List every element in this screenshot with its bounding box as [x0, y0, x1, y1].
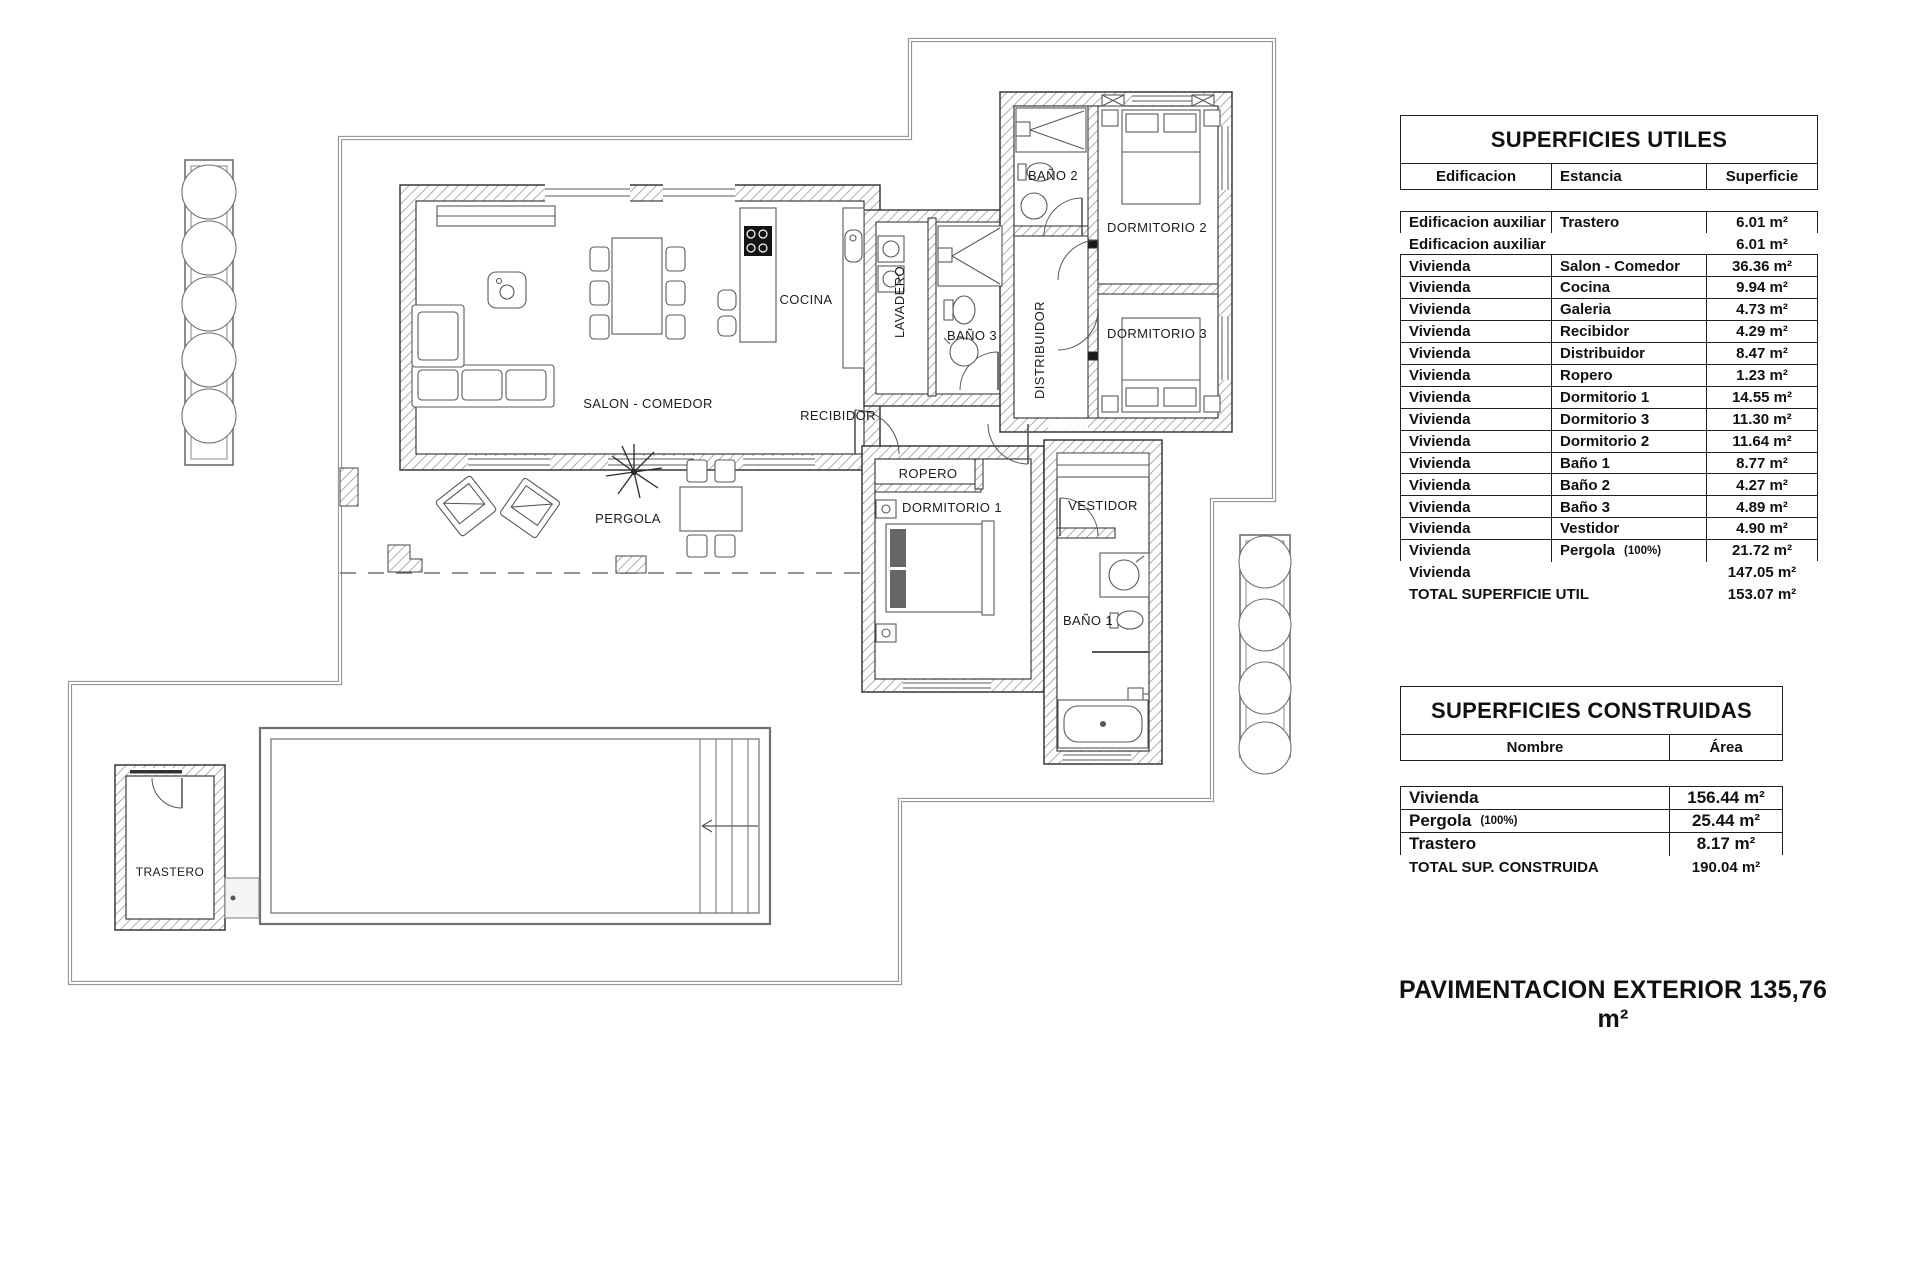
- superficies-utiles-row: [1400, 320, 1818, 343]
- dining-table: [590, 238, 685, 339]
- superficies-utiles-row: [1400, 233, 1818, 256]
- edificacion-cell: Vivienda: [1409, 542, 1471, 560]
- estancia-cell: Trastero: [1551, 212, 1706, 233]
- superficie-cell: 11.30 m²: [1706, 409, 1817, 430]
- superficies-utiles-row: [1400, 276, 1818, 299]
- superficies-utiles-row: [1400, 495, 1818, 518]
- edificacion-cell: Vivienda: [1409, 564, 1471, 582]
- edificacion-cell: Vivienda: [1409, 345, 1471, 363]
- room-label-trastero: TRASTERO: [135, 865, 205, 879]
- estancia-cell: Dormitorio 3: [1551, 409, 1706, 430]
- edificacion-cell: Vivienda: [1409, 476, 1471, 494]
- edificacion-cell: Vivienda: [1409, 389, 1471, 406]
- room-label-bano3: BAÑO 3: [946, 328, 998, 343]
- superficies-utiles-row: [1400, 539, 1818, 562]
- superficies-construidas-row: [1400, 832, 1783, 857]
- nombre-cell: Pergola (100%): [1409, 811, 1518, 831]
- column-header-superficie: Superficie: [1706, 164, 1817, 189]
- edificacion-cell: Vivienda: [1409, 323, 1471, 341]
- superficie-cell: 153.07 m²: [1727, 586, 1797, 604]
- superficies-utiles-row: [1400, 364, 1818, 387]
- estancia-cell: Distribuidor: [1551, 343, 1706, 364]
- superficie-cell: 6.01 m²: [1736, 235, 1788, 253]
- superficies-utiles-row: [1400, 430, 1818, 453]
- superficies-construidas-title: SUPERFICIES CONSTRUIDAS: [1430, 697, 1753, 723]
- superficies-utiles-row: [1400, 386, 1818, 409]
- column-header-nombre: Nombre: [1506, 739, 1564, 756]
- room-label-bano1: BAÑO 1: [1062, 613, 1114, 628]
- estancia-cell: Cocina: [1551, 277, 1706, 298]
- edificacion-cell: Vivienda: [1409, 301, 1471, 319]
- superficies-construidas-row: [1400, 786, 1783, 811]
- estancia-cell: Baño 1: [1551, 453, 1706, 474]
- room-label-vestidor: VESTIDOR: [1068, 498, 1138, 513]
- superficie-cell: 8.77 m²: [1706, 453, 1817, 474]
- edificacion-cell: Vivienda: [1409, 279, 1471, 297]
- room-label-ropero: ROPERO: [898, 466, 958, 481]
- outdoor-table: [680, 460, 742, 557]
- room-label-recibidor: RECIBIDOR: [800, 408, 876, 423]
- superficie-cell: 6.01 m²: [1706, 212, 1817, 233]
- column-header-edificacion: Edificacion: [1435, 168, 1517, 185]
- superficie-cell: 4.89 m²: [1706, 496, 1817, 517]
- nombre-cell: Vivienda: [1409, 787, 1479, 807]
- edificacion-cell: Vivienda: [1409, 498, 1471, 516]
- superficie-cell: 4.27 m²: [1706, 474, 1817, 495]
- estancia-cell: Pergola (100%): [1551, 540, 1706, 561]
- room-label-lavadero: LAVADERO: [892, 265, 907, 339]
- estancia-cell: Galeria: [1551, 299, 1706, 320]
- pavimentacion-exterior-note: PAVIMENTACION EXTERIOR 135,76 m²: [1398, 976, 1828, 1033]
- superficie-cell: 1.23 m²: [1706, 365, 1817, 386]
- superficie-cell: 9.94 m²: [1706, 277, 1817, 298]
- superficies-utiles-row: [1400, 583, 1818, 606]
- superficies-utiles-row: [1400, 452, 1818, 475]
- room-label-salon: SALON - COMEDOR: [583, 396, 713, 411]
- area-cell: 8.17 m²: [1669, 833, 1782, 856]
- superficies-utiles-row: [1400, 342, 1818, 365]
- superficies-utiles-row: [1400, 517, 1818, 540]
- wardrobe: [1057, 453, 1149, 477]
- superficies-construidas-row: [1400, 809, 1783, 834]
- superficie-cell: 8.47 m²: [1706, 343, 1817, 364]
- armchair-1: [435, 475, 497, 537]
- room-label-cocina: COCINA: [779, 292, 833, 307]
- superficies-construidas-table: [1400, 787, 1783, 880]
- room-label-bano2: BAÑO 2: [1027, 168, 1079, 183]
- superficies-utiles-row: [1400, 254, 1818, 277]
- superficies-utiles-row: [1400, 298, 1818, 321]
- estancia-cell: Recibidor: [1551, 321, 1706, 342]
- estancia-cell: Dormitorio 1: [1551, 387, 1706, 408]
- area-cell: 190.04 m²: [1691, 859, 1761, 877]
- column-header-area: Área: [1669, 735, 1782, 760]
- pool: [260, 728, 770, 924]
- edificacion-cell: TOTAL SUPERFICIE UTIL: [1409, 586, 1590, 604]
- nombre-cell: TOTAL SUP. CONSTRUIDA: [1409, 859, 1599, 877]
- superficie-cell: 11.64 m²: [1706, 431, 1817, 452]
- edificacion-cell: Vivienda: [1409, 520, 1471, 538]
- column-header-estancia: Estancia: [1551, 164, 1706, 189]
- superficies-utiles-title: SUPERFICIES UTILES: [1490, 126, 1728, 152]
- superficie-cell: 4.29 m²: [1706, 321, 1817, 342]
- superficies-utiles-row: [1400, 561, 1818, 584]
- room-label-dormitorio3: DORMITORIO 3: [1107, 326, 1207, 341]
- left-planter: [182, 160, 236, 465]
- superficie-cell: 4.73 m²: [1706, 299, 1817, 320]
- area-cell: 156.44 m²: [1669, 787, 1782, 810]
- nombre-cell: Trastero: [1409, 834, 1477, 854]
- row-note: (100%): [1624, 544, 1662, 557]
- edificacion-cell: Vivienda: [1409, 367, 1471, 385]
- estancia-cell: Baño 3: [1551, 496, 1706, 517]
- estancia-cell: Vestidor: [1551, 518, 1706, 539]
- superficie-cell: 36.36 m²: [1706, 255, 1817, 276]
- edificacion-cell: Vivienda: [1409, 410, 1471, 428]
- stove-symbol: [488, 272, 526, 308]
- superficie-cell: 21.72 m²: [1706, 540, 1817, 561]
- area-cell: 25.44 m²: [1669, 810, 1782, 833]
- estancia-cell: [1551, 234, 1706, 255]
- armchair-2: [499, 477, 560, 538]
- room-label-distribuidor: DISTRIBUIDOR: [1032, 301, 1047, 399]
- estancia-cell: Baño 2: [1551, 474, 1706, 495]
- edificacion-cell: Vivienda: [1409, 454, 1471, 472]
- superficies-utiles-row: [1400, 408, 1818, 431]
- superficie-cell: 147.05 m²: [1727, 564, 1797, 582]
- room-label-pergola: PERGOLA: [595, 511, 661, 526]
- superficies-utiles-row: [1400, 473, 1818, 496]
- superficies-construidas-header: [1400, 686, 1783, 761]
- edificacion-cell: Edificacion auxiliar: [1409, 213, 1546, 231]
- superficies-utiles-header: [1400, 115, 1818, 190]
- kitchen-sink: [843, 208, 864, 368]
- superficies-utiles-table: [1400, 212, 1818, 606]
- superficie-cell: 14.55 m²: [1706, 387, 1817, 408]
- estancia-cell: [1551, 562, 1706, 583]
- estancia-cell: Salon - Comedor: [1551, 255, 1706, 276]
- superficie-cell: 4.90 m²: [1706, 518, 1817, 539]
- superficies-construidas-row: [1400, 855, 1783, 880]
- edificacion-cell: Edificacion auxiliar: [1409, 235, 1546, 253]
- estancia-cell: [1551, 584, 1706, 605]
- right-planter: [1239, 535, 1291, 774]
- room-label-dormitorio1: DORMITORIO 1: [902, 500, 1002, 515]
- superficies-utiles-row: [1400, 211, 1818, 234]
- trastero-porch: [225, 878, 259, 918]
- edificacion-cell: Vivienda: [1409, 257, 1471, 275]
- room-label-dormitorio2: DORMITORIO 2: [1107, 220, 1207, 235]
- estancia-cell: Dormitorio 2: [1551, 431, 1706, 452]
- tv-unit: [437, 206, 555, 226]
- edificacion-cell: Vivienda: [1409, 432, 1471, 450]
- estancia-cell: Ropero: [1551, 365, 1706, 386]
- row-note: (100%): [1480, 815, 1518, 828]
